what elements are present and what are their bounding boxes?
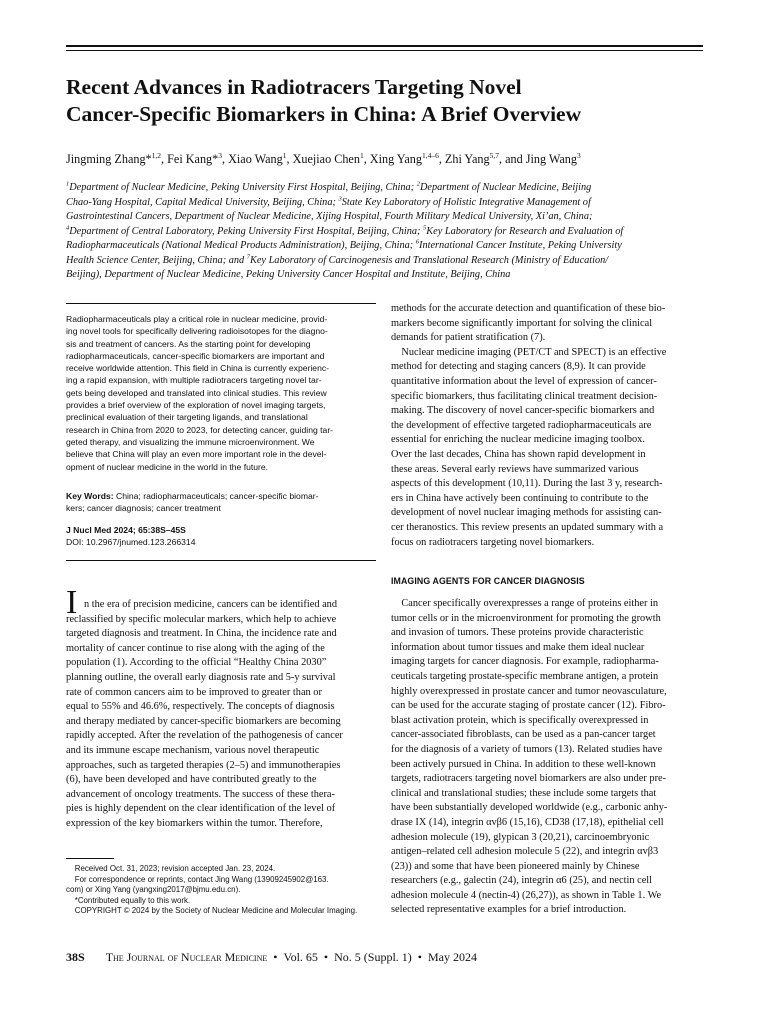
affil-sup: 2 <box>416 180 420 188</box>
footnote-line: COPYRIGHT © 2024 by the Society of Nuclear Medicine and Molecular Imaging. <box>66 906 358 916</box>
body-text-line: approaches, such as targeted therapies (2–5) and immunotherapies <box>66 759 341 771</box>
right-column-top <box>391 302 703 550</box>
affiliations <box>66 181 706 283</box>
footnote-line: Received Oct. 31, 2023; revision accepted Jan. 23, 2024. <box>66 864 276 873</box>
author-name: Xiao Wang <box>228 152 283 166</box>
journal-citation: J Nucl Med 2024; 65:38S–45S <box>66 525 186 535</box>
body-text-line: reclassified by specific molecular markers, which help to achieve <box>66 613 337 625</box>
body-text-line: and invasion of tumors. These proteins provide characteristic <box>391 627 644 639</box>
page-footer <box>66 949 706 965</box>
date: May 2024 <box>427 950 477 964</box>
right-column-body <box>391 597 703 918</box>
body-text-line: focus on radiotracers targeting novel biomarkers. <box>391 536 595 548</box>
affiliation-line <box>66 254 706 269</box>
body-text-line: n the era of precision medicine, cancers can be identified and <box>84 599 338 610</box>
keywords-label: Key Words: <box>66 491 114 501</box>
affil-sup: 4 <box>66 224 70 232</box>
body-text-line: ceuticals targeting prostate-specific membrane antigen, a protein <box>391 670 659 682</box>
affil-text: Radiopharmaceuticals (National Medical Products Administration), Beijing, China; <box>66 240 416 251</box>
abstract-line: sis and treatment of cancers. As the starting point for developing <box>66 338 311 349</box>
affil-text: Chao-Yang Hospital, Capital Medical University, Beijing, China; <box>66 196 339 208</box>
title-line: Recent Advances in Radiotracers Targeting Novel <box>66 75 522 99</box>
body-text-line: planning outline, the overall early diagnosis rate and 5-y survival <box>66 671 336 683</box>
abstract-line: receive worldwide attention. This field in China is currently experienc- <box>66 363 330 374</box>
body-text-line: cancer-associated fibroblasts, can be used as a pan-cancer target <box>391 729 656 741</box>
footnote-line: com) or Xing Yang (yangxing2017@bjmu.edu.cn). <box>66 885 241 895</box>
affil-text: Health Science Center, Beijing, China; and <box>66 254 247 266</box>
body-text-line: selected representative examples for a brief introduction. <box>391 904 627 916</box>
author-affil-sup: 3 <box>577 150 581 160</box>
abstract-line: provides a brief overview of the exploration of novel imaging targets, <box>66 400 326 411</box>
body-text-line: targets, radiotracers targeting novel biomarkers are also under pre- <box>391 773 667 785</box>
abstract-line: preclinical evaluation of their targeting ligands, and translational <box>66 412 308 423</box>
body-text-line: essential for enriching the nuclear medicine imaging toolbox. <box>391 434 645 446</box>
article-title <box>66 74 706 128</box>
body-text-line: population (1). According to the official “Healthy China 2030” <box>66 657 327 669</box>
body-text-line: and therapy mediated by cancer-specific biomarkers are becoming <box>66 715 341 727</box>
separator: • <box>273 950 278 964</box>
body-text-line: cer theranostics. This review presents an updated summary with a <box>391 521 664 533</box>
volume: Vol. 65 <box>283 950 318 964</box>
keywords-text: kers; cancer diagnosis; cancer treatment <box>66 503 221 514</box>
body-text-line: targeted diagnosis and treatment. In China, the incidence rate and <box>66 628 337 640</box>
body-text-line: expression of the key biomarkers within the tumor. Therefore, <box>66 817 323 829</box>
body-text-line: the development of effective targeted radiopharmaceuticals are <box>391 419 652 431</box>
keywords <box>66 490 378 515</box>
affil-sup: 6 <box>415 238 420 246</box>
abstract-line: ing novel tools for specifically delivering radioisotopes for the diagno- <box>66 326 328 337</box>
issue: No. 5 (Suppl. 1) <box>334 950 412 964</box>
body-text-line: Nuclear medicine imaging (PET/CT and SPECT) is an effective <box>391 346 667 358</box>
keywords-text: China; radiopharmaceuticals; cancer-specific biomar- <box>113 491 319 501</box>
body-text-line: pies is highly dependent on the clear identification of the level of <box>66 803 336 815</box>
body-text-line: equal to 55% and 46.6%, respectively. The concepts of diagnosis <box>66 701 335 713</box>
body-text-line: rate of common cancers aim to be improved to greater than or <box>66 686 322 698</box>
body-text-line: drase IX (14), integrin αvβ6 (15,16), CD38 (17,18), epithelial cell <box>391 816 664 828</box>
author-affil-sup: 1,4–6 <box>421 150 439 160</box>
affil-sup: 1 <box>66 180 70 188</box>
body-text-line: imaging targets for cancer diagnosis. For example, radiopharma- <box>391 656 659 668</box>
abstract-line: ing a rapid expansion, with multiple radiotracers targeting novel tar- <box>66 375 322 386</box>
author-name: and Jing Wang <box>505 152 577 166</box>
body-text-line: these areas. Several early reviews have summarized various <box>391 463 639 475</box>
body-text-line: methods for the accurate detection and quantification of these bio- <box>391 303 666 314</box>
drop-cap: I <box>66 584 78 621</box>
footnote-rule <box>66 858 114 859</box>
body-text-line: method for detecting and staging cancers (8,9). It can provide <box>391 361 646 373</box>
affil-text: Beijing), Department of Nuclear Medicine, Peking University Cancer Hospital and Institute, Beijing, China <box>66 269 511 280</box>
doi: DOI: 10.2967/jnumed.123.266314 <box>66 537 196 548</box>
abstract <box>66 313 378 473</box>
affil-text: Department of Nuclear Medicine, Beijing <box>419 182 592 193</box>
body-text-line: (6), have been developed and have contributed greatly to the <box>66 774 317 786</box>
affiliation-line <box>66 210 706 225</box>
footnote-line: For correspondence or reprints, contact Jing Wang (13909245902@163. <box>66 874 329 884</box>
body-text-line: quantitative information about the level of expression of cancer- <box>391 375 657 387</box>
body-text-line: markers become significantly important for solving the clinical <box>391 317 653 329</box>
affiliation-line <box>66 268 706 283</box>
affil-text: State Key Laboratory of Holistic Integrative Management of <box>341 196 591 208</box>
affil-text: Key Laboratory of Carcinogenesis and Translational Research (Ministry of Education/ <box>249 254 609 266</box>
body-text-line: adhesion molecule 4 (nectin-4) (26,27)), as shown in Table 1. We <box>391 889 662 901</box>
body-text-line: information about tumor tissues and make them ideal nuclear <box>391 641 645 653</box>
affil-sup: 5 <box>423 224 427 232</box>
body-text-line: Cancer specifically overexpresses a range of proteins either in <box>391 598 659 609</box>
affil-text: International Cancer Institute, Peking University <box>419 240 622 251</box>
affil-sup: 3 <box>338 195 342 203</box>
author-list: Jingming Zhang*$^{1,2}$, Fei Kang*$^3$, Xiao Wang$^1$, Xuejiao Chen$^1$, Xing Yang$^{1,4-6}$, Zhi Yang$^{5,7}$, and Jing Wang$^3$ <box>66 150 581 166</box>
body-text-line: demands for patient stratification (7). <box>391 332 546 344</box>
affiliation-line <box>66 239 706 254</box>
body-text-line: clinical and translational studies; these include some targets that <box>391 787 657 799</box>
body-text-line: been actively pursued in China. In addition to these well-known <box>391 758 656 770</box>
author-name: Fei Kang* <box>167 152 219 166</box>
abstract-line: gets being developed and translated into clinical studies. This review <box>66 387 327 398</box>
body-text-line: (23)) and some that have been pioneered mainly by Chinese <box>391 860 640 872</box>
affil-text: Department of Nuclear Medicine, Peking University First Hospital, Beijing, China; <box>69 182 417 193</box>
body-text-line: development of novel nuclear imaging methods for assisting can- <box>391 507 662 519</box>
body-text-line: antigen–related cell adhesion molecule 5 (22), and integrin αvβ3 <box>391 846 659 858</box>
body-text-line: ers in China have actively been continuing to contribute to the <box>391 492 649 504</box>
author-name: Xing Yang <box>369 152 422 166</box>
abstract-line: Radiopharmaceuticals play a critical role in nuclear medicine, provid- <box>66 314 328 324</box>
page-number: 38S <box>66 950 85 964</box>
affil-text: Gastrointestinal Cancers, Department of Nuclear Medicine, Xijing Hospital, Fourth Military Medical University, Xi’an, China; <box>66 211 593 222</box>
author-name: Jingming Zhang* <box>66 152 152 166</box>
body-text-line: highly overexpressed in prostate cancer and tumor neovasculature, <box>391 685 667 697</box>
body-text-line: tumor cells or in the microenvironment for promoting the growth <box>391 612 661 624</box>
affil-sup: 7 <box>246 253 250 261</box>
body-text-line: blast activation protein, which is specifically overexpressed in <box>391 714 649 726</box>
body-text-line: can be used for the accurate staging of prostate cancer (12). Fibro- <box>391 700 666 712</box>
body-text-line: advancement of oncology treatments. The success of these thera- <box>66 788 335 800</box>
citation <box>66 524 378 549</box>
separator: • <box>323 950 329 964</box>
author-affil-sup: 1 <box>359 150 364 160</box>
footnote-line: *Contributed equally to this work. <box>66 895 191 905</box>
body-text-line: rapidly accepted. After the revelation of the pathogenesis of cancer <box>66 730 343 742</box>
affiliation-line <box>66 181 706 196</box>
title-line: Cancer-Specific Biomarkers in China: A Brief Overview <box>66 102 582 126</box>
journal-name: The Journal of Nuclear Medicine <box>105 950 268 964</box>
author-name: Zhi Yang <box>444 152 490 166</box>
body-text-line: and its immune escape mechanism, various novel therapeutic <box>66 744 320 756</box>
body-text-line: researchers (e.g., galectin (24), integrin α6 (25), and nectin cell <box>391 875 653 887</box>
section-heading: IMAGING AGENTS FOR CANCER DIAGNOSIS <box>391 576 585 586</box>
body-text-line: aspects of this development (10,11). During the last 3 y, research- <box>391 478 663 490</box>
abstract-line: radiopharmaceuticals, cancer-specific biomarkers are important and <box>66 350 325 361</box>
author-affil-sup: 1 <box>282 150 287 160</box>
body-text-line: Over the last decades, China has shown rapid development in <box>391 448 646 460</box>
abstract-line: geted therapy, and visualizing the immune microenvironment. We <box>66 436 315 447</box>
body-text-line: have been substantially developed worldwide (e.g., carbonic anhy- <box>391 802 668 814</box>
affil-text: Department of Central Laboratory, Peking University First Hospital, Beijing, China; <box>69 225 424 237</box>
abstract-line: opment of nuclear medicine in the world in the future. <box>66 461 269 472</box>
abstract-line: believe that China will play an even more important role in the devel- <box>66 449 327 460</box>
body-text-line: adhesion molecule (19), glypican 3 (20,21), carcinoembryonic <box>391 831 650 843</box>
abstract-rule-bottom <box>66 560 376 561</box>
abstract-line: research in China from 2020 to 2023, for detecting cancer, guiding tar- <box>66 424 334 435</box>
body-text-line: making. The discovery of novel cancer-specific biomarkers and <box>391 405 655 417</box>
abstract-rule <box>66 303 376 304</box>
author-affil-sup: 1,2 <box>151 150 162 160</box>
affiliation-line <box>66 196 706 211</box>
body-text-line: for the diagnosis of a variety of tumors (13). Related studies have <box>391 743 663 755</box>
separator: • <box>417 950 422 964</box>
top-rule-thin <box>66 50 703 51</box>
author-affil-sup: 3 <box>218 150 222 160</box>
left-column-body <box>66 598 378 832</box>
author-affil-sup: 5,7 <box>489 150 499 160</box>
body-text-line: mortality of cancer continue to rise along with the aging of the <box>66 642 325 654</box>
footnotes <box>66 864 378 917</box>
affiliation-line <box>66 225 706 240</box>
affil-text: Key Laboratory for Research and Evaluation of <box>426 225 624 237</box>
top-rule <box>66 45 703 47</box>
author-name: Xuejiao Chen <box>292 152 360 166</box>
body-text-line: specific biomarkers, thus facilitating clinical treatment decision- <box>391 390 658 402</box>
